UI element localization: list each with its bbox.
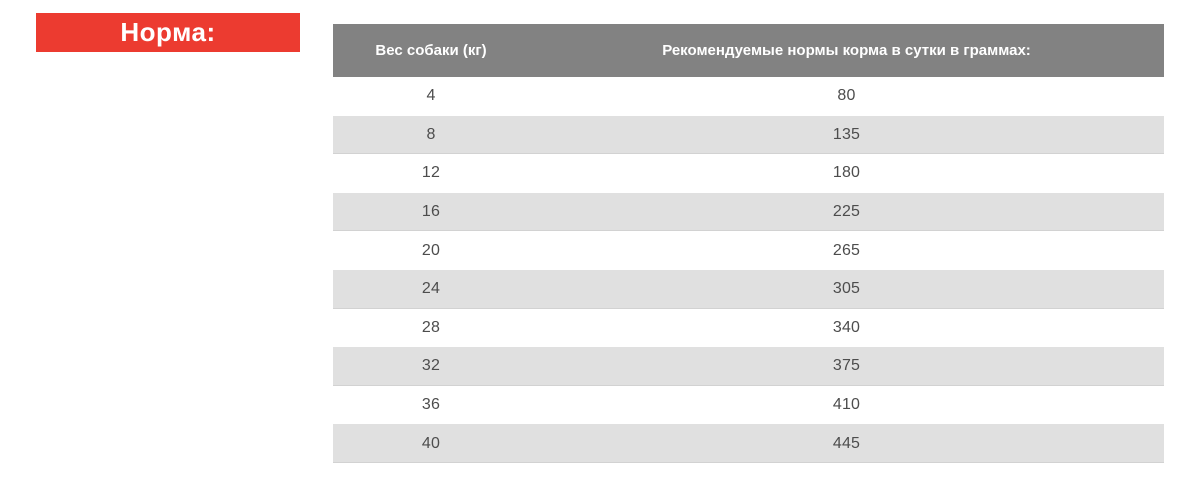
table-row <box>333 424 1164 463</box>
column-header-weight: Вес собаки (кг) <box>375 42 487 59</box>
grams-cell: 410 <box>832 396 861 414</box>
grams-cell: 265 <box>832 241 861 259</box>
table-row <box>333 347 1164 386</box>
table-row <box>333 309 1164 348</box>
feeding-norms-table <box>333 24 1164 463</box>
grams-cell: 80 <box>837 87 856 105</box>
weight-cell: 36 <box>421 396 441 414</box>
table-row <box>333 154 1164 193</box>
grams-cell: 305 <box>832 280 861 298</box>
grams-cell: 180 <box>832 164 861 182</box>
table-row <box>333 270 1164 309</box>
norm-badge-label: Норма: <box>120 17 216 47</box>
weight-cell: 4 <box>426 87 436 105</box>
weight-cell: 24 <box>421 280 441 298</box>
table-row <box>333 231 1164 270</box>
weight-cell: 28 <box>421 318 441 336</box>
norm-badge <box>36 13 300 52</box>
grams-cell: 135 <box>832 125 861 143</box>
weight-cell: 20 <box>421 241 441 259</box>
table-body <box>333 77 1164 463</box>
grams-cell: 445 <box>832 434 861 452</box>
column-header-grams: Рекомендуемые нормы корма в сутки в граммах: <box>662 42 1031 59</box>
weight-cell: 16 <box>421 203 441 221</box>
weight-cell: 32 <box>421 357 441 375</box>
table-row <box>333 77 1164 116</box>
weight-cell: 8 <box>426 125 436 143</box>
table-header-row <box>333 24 1164 77</box>
grams-cell: 340 <box>832 318 861 336</box>
grams-cell: 375 <box>832 357 861 375</box>
weight-cell: 12 <box>421 164 441 182</box>
weight-cell: 40 <box>421 434 441 452</box>
table-row <box>333 116 1164 155</box>
grams-cell: 225 <box>832 203 861 221</box>
table-row <box>333 386 1164 425</box>
table-row <box>333 193 1164 232</box>
